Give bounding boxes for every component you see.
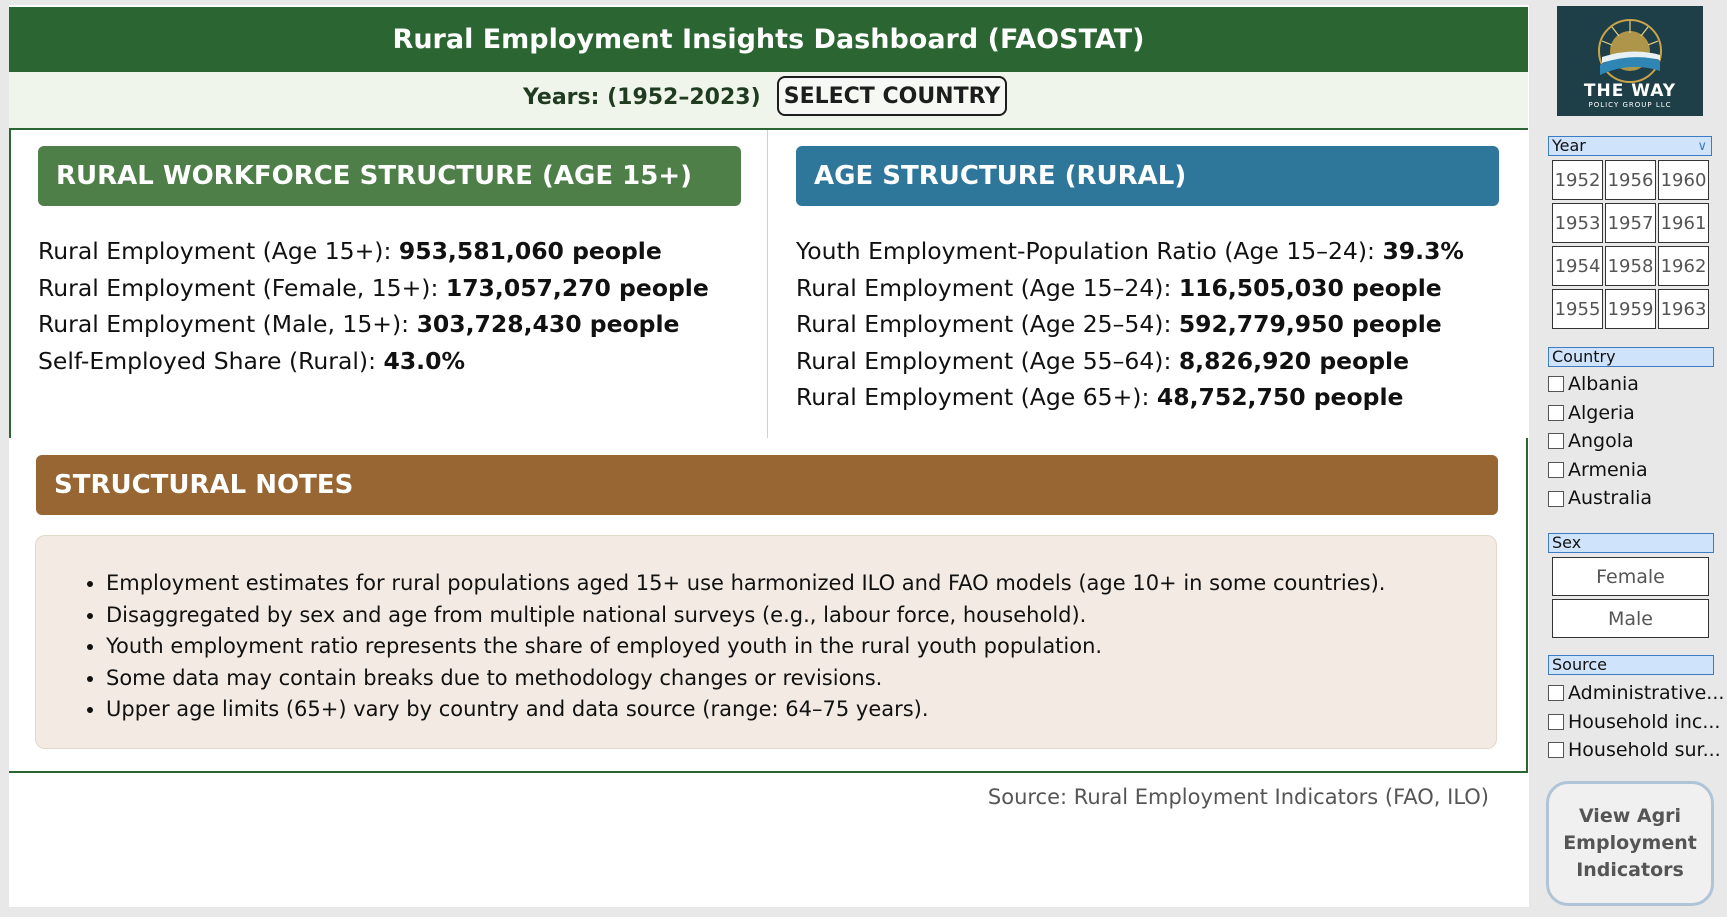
- checkbox[interactable]: [1548, 714, 1564, 730]
- frame-line-right: [1526, 438, 1528, 773]
- stat-label: Rural Employment (Age 65+):: [796, 383, 1157, 411]
- select-country-button[interactable]: SELECT COUNTRY: [777, 76, 1007, 116]
- list-item: • Disaggregated by sex and age from multiple national surveys (e.g., labour force, household).: [106, 600, 1496, 632]
- stat-row: [796, 270, 1464, 307]
- years-label: Years: (1952–2023): [523, 85, 761, 110]
- workforce-section-title: RURAL WORKFORCE STRUCTURE (AGE 15+): [38, 146, 741, 206]
- stat-value: 173,057,270 people: [445, 273, 709, 302]
- year-option[interactable]: 1959: [1605, 289, 1656, 329]
- checkbox[interactable]: [1548, 685, 1564, 701]
- company-logo: [1557, 6, 1703, 116]
- list-item: • Employment estimates for rural populations aged 15+ use harmonized ILO and FAO models (age 10+ in some countries).: [106, 568, 1496, 600]
- source-option[interactable]: [1548, 708, 1724, 737]
- stat-row: [38, 306, 709, 343]
- view-agri-employment-button[interactable]: View Agri Employment Indicators: [1546, 781, 1714, 906]
- notes-list: [36, 536, 1496, 726]
- sex-option-male[interactable]: Male: [1552, 599, 1709, 638]
- year-option[interactable]: 1955: [1552, 289, 1603, 329]
- stat-value: 8,826,920 people: [1178, 346, 1410, 375]
- stat-row: [38, 233, 709, 270]
- frame-line-left: [9, 128, 11, 438]
- dashboard-canvas: [9, 5, 1529, 907]
- subheader-bar: [9, 72, 1528, 130]
- source-option-label: Household inc...: [1568, 710, 1721, 733]
- country-option-label: Australia: [1568, 487, 1653, 510]
- source-option-label: Administrative...: [1568, 682, 1725, 704]
- source-option-label: Household sur...: [1568, 739, 1721, 762]
- stat-label: Rural Employment (Female, 15+):: [38, 273, 446, 302]
- country-option-label: Angola: [1568, 430, 1634, 453]
- country-option[interactable]: [1548, 456, 1652, 485]
- year-slicer-header[interactable]: [1548, 136, 1712, 156]
- stat-label: Rural Employment (Age 25–54):: [796, 310, 1179, 338]
- stat-row: [38, 343, 709, 380]
- workforce-stats: [38, 233, 709, 379]
- year-option[interactable]: 1953: [1552, 203, 1603, 243]
- stat-value: 43.0%: [383, 346, 465, 375]
- logo-name: THE WAY: [1583, 81, 1677, 101]
- age-structure-stats: [796, 233, 1464, 416]
- country-option-label: Albania: [1568, 373, 1639, 395]
- year-option[interactable]: 1961: [1658, 203, 1709, 243]
- year-option[interactable]: 1952: [1552, 160, 1603, 200]
- sunrise-logo-icon: [1582, 13, 1678, 83]
- country-option[interactable]: [1548, 399, 1652, 428]
- stat-value: 48,752,750 people: [1156, 383, 1404, 411]
- checkbox[interactable]: [1548, 462, 1564, 478]
- stat-value: 39.3%: [1382, 237, 1464, 265]
- sex-option-female[interactable]: Female: [1552, 557, 1709, 596]
- country-option-label: Armenia: [1568, 458, 1648, 481]
- country-option[interactable]: [1548, 370, 1652, 399]
- country-option-label: Algeria: [1568, 401, 1635, 424]
- year-option[interactable]: 1960: [1658, 160, 1709, 200]
- stat-value: 953,581,060 people: [398, 237, 662, 265]
- stat-value: 116,505,030 people: [1178, 273, 1442, 302]
- year-option[interactable]: 1954: [1552, 246, 1603, 286]
- year-option[interactable]: 1963: [1658, 289, 1709, 329]
- year-option[interactable]: 1957: [1605, 203, 1656, 243]
- stat-row: [796, 306, 1464, 343]
- age-structure-section-title: AGE STRUCTURE (RURAL): [796, 146, 1499, 206]
- logo-subtitle: POLICY GROUP LLC: [1588, 101, 1672, 109]
- year-option[interactable]: 1958: [1605, 246, 1656, 286]
- checkbox[interactable]: [1548, 491, 1564, 507]
- structural-notes-title: STRUCTURAL NOTES: [36, 455, 1498, 515]
- list-item: • Some data may contain breaks due to methodology changes or revisions.: [106, 663, 1496, 695]
- checkbox[interactable]: [1548, 405, 1564, 421]
- list-item: • Youth employment ratio represents the share of employed youth in the rural youth population.: [106, 631, 1496, 663]
- country-option[interactable]: [1548, 427, 1652, 456]
- sex-slicer-header: Sex: [1548, 533, 1714, 553]
- stat-label: Self-Employed Share (Rural):: [38, 346, 384, 375]
- list-item: • Upper age limits (65+) vary by country and data source (range: 64–75 years).: [106, 694, 1496, 726]
- stat-row: [796, 379, 1464, 416]
- year-option[interactable]: 1962: [1658, 246, 1709, 286]
- chevron-down-icon[interactable]: ∨: [1697, 139, 1707, 154]
- dashboard-title: Rural Employment Insights Dashboard (FAOSTAT): [9, 7, 1528, 72]
- stat-row: [796, 233, 1464, 270]
- stat-value: 592,779,950 people: [1178, 310, 1442, 338]
- source-slicer-header: Source: [1548, 655, 1714, 675]
- year-slicer-grid: [1552, 160, 1710, 329]
- stat-label: Youth Employment-Population Ratio (Age 15–24):: [796, 237, 1383, 265]
- source-option[interactable]: [1548, 679, 1724, 708]
- structural-notes-box: [35, 535, 1497, 749]
- stat-label: Rural Employment (Age 15–24):: [796, 273, 1179, 302]
- section-divider: [767, 130, 768, 438]
- source-option[interactable]: [1548, 736, 1724, 765]
- country-slicer-header: Country: [1548, 347, 1714, 367]
- year-slicer-label: Year: [1552, 136, 1586, 155]
- checkbox[interactable]: [1548, 742, 1564, 758]
- stat-value: 303,728,430 people: [416, 310, 680, 338]
- stat-row: [38, 270, 709, 307]
- source-checklist: [1548, 679, 1724, 765]
- frame-line-bottom: [9, 771, 1528, 773]
- year-option[interactable]: 1956: [1605, 160, 1656, 200]
- country-checklist: [1548, 370, 1652, 513]
- checkbox[interactable]: [1548, 376, 1564, 392]
- stat-label: Rural Employment (Male, 15+):: [38, 310, 417, 338]
- checkbox[interactable]: [1548, 433, 1564, 449]
- stat-label: Rural Employment (Age 55–64):: [796, 346, 1179, 375]
- source-text: Source: Rural Employment Indicators (FAO, ILO): [987, 785, 1489, 809]
- stat-label: Rural Employment (Age 15+):: [38, 237, 399, 265]
- country-option[interactable]: [1548, 484, 1652, 513]
- stat-row: [796, 343, 1464, 380]
